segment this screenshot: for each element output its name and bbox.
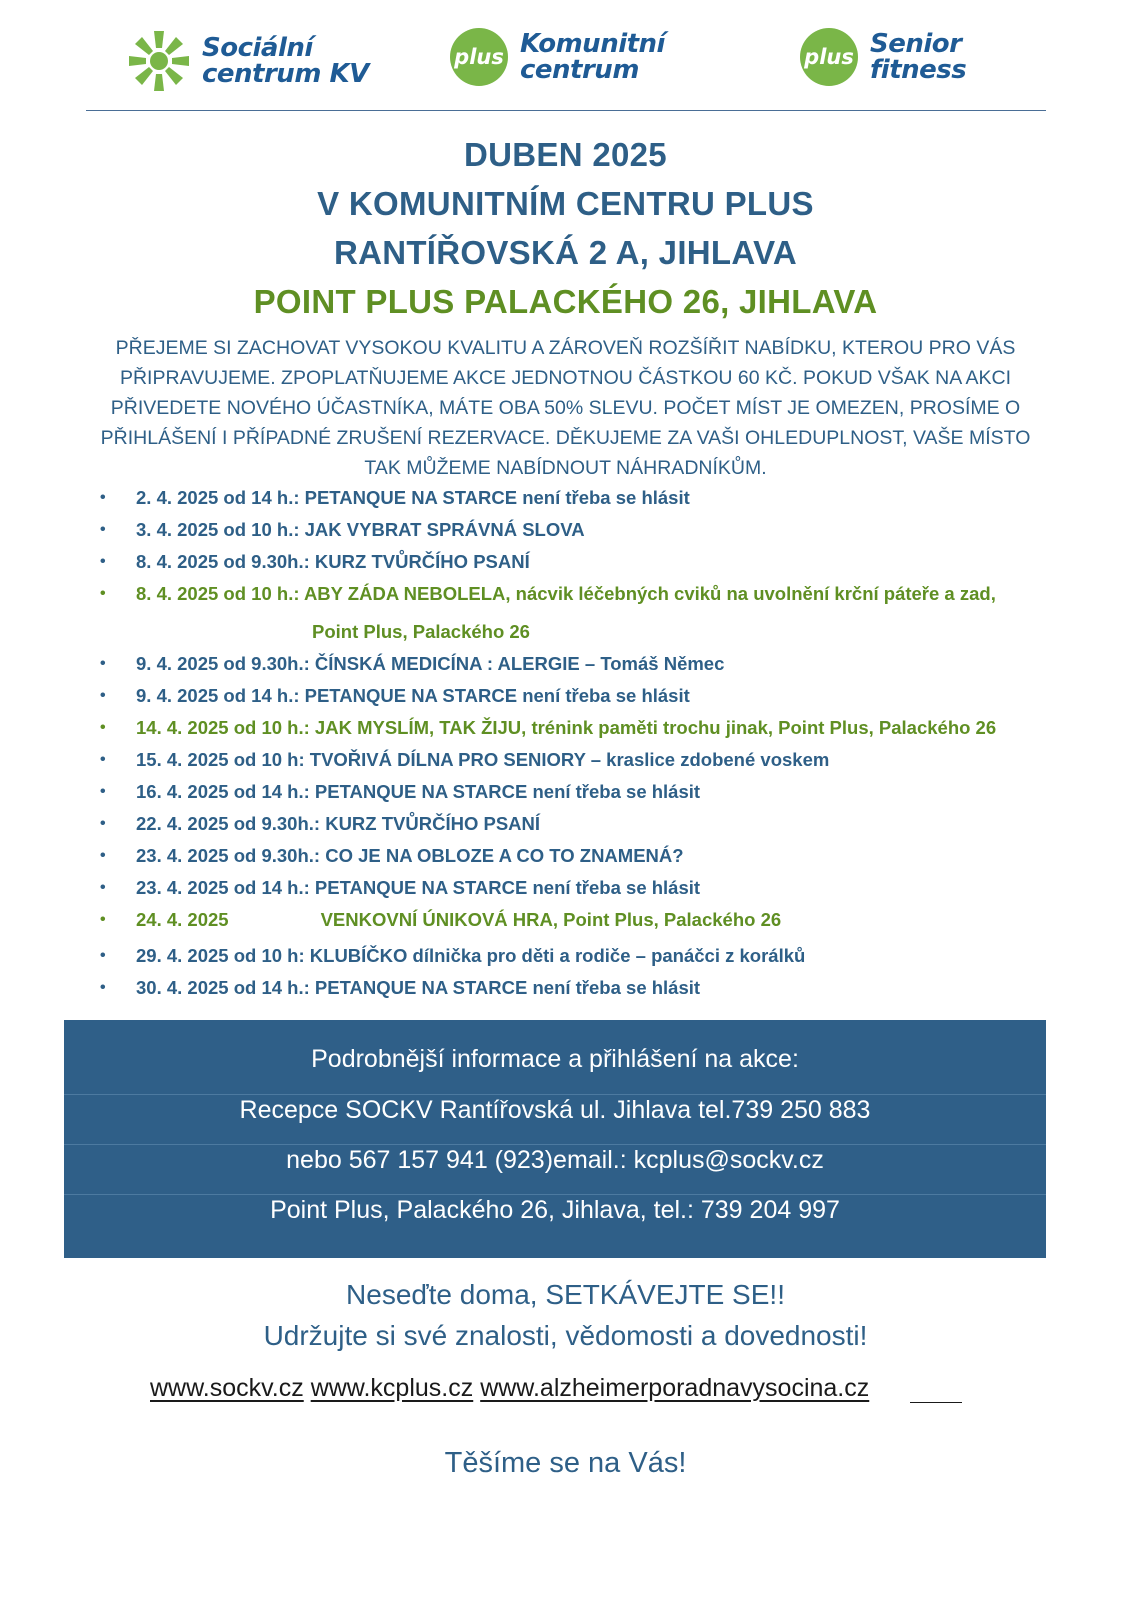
- event-item: [100, 974, 1100, 1006]
- event-text: 14. 4. 2025 od 10 h.: JAK MYSLÍM, TAK ŽIJU, trénink paměti trochu jinak, Point Plus, Palackého 26: [136, 717, 997, 738]
- logo-line: Komunitní: [520, 29, 665, 59]
- link-alzheimer[interactable]: www.alzheimerporadnavysocina.cz: [480, 1374, 870, 1402]
- bullet-icon: •: [100, 947, 106, 964]
- intro-line: TAK MŮŽEME NABÍDNOUT NÁHRADNÍKŮM.: [364, 457, 767, 479]
- event-text: 2. 4. 2025 od 14 h.: PETANQUE NA STARCE není třeba se hlásit: [136, 487, 690, 508]
- logo-line: centrum: [520, 55, 639, 85]
- closing-text: Těšíme se na Vás!: [444, 1447, 687, 1479]
- logo-line: Sociální: [202, 33, 313, 63]
- heading-venue: V KOMUNITNÍM CENTRU PLUS: [317, 185, 814, 222]
- link-underline-extension: [910, 1402, 962, 1403]
- intro-paragraph: [95, 333, 1036, 483]
- event-item: [100, 906, 1100, 942]
- event-text: 9. 4. 2025 od 14 h.: PETANQUE NA STARCE není třeba se hlásit: [136, 685, 690, 706]
- bullet-icon: •: [100, 911, 106, 928]
- bullet-icon: •: [100, 585, 106, 602]
- heading-address: RANTÍŘOVSKÁ 2 A, JIHLAVA: [333, 234, 798, 271]
- bullet-icon: •: [100, 521, 106, 538]
- intro-line: PŘIHLÁŠENÍ I PŘÍPADNÉ ZRUŠENÍ REZERVACE. DĚKUJEME ZA VAŠI OHLEDUPLNOST, VAŠE MÍSTO: [100, 427, 1031, 449]
- event-item: [100, 484, 1100, 516]
- plus-badge-icon: plus: [450, 28, 508, 86]
- bullet-icon: •: [100, 553, 106, 570]
- event-item: [100, 714, 1100, 746]
- logo-line: fitness: [870, 55, 967, 85]
- link-sockv[interactable]: www.sockv.cz: [150, 1374, 304, 1402]
- event-item: [100, 580, 1100, 650]
- intro-line: PŘEJEME SI ZACHOVAT VYSOKOU KVALITU A ZÁROVEŇ ROZŠÍŘIT NABÍDKU, KTEROU PRO VÁS: [115, 337, 1016, 359]
- social-center-logo-text: [202, 35, 369, 87]
- contact-info-box: [64, 1020, 1046, 1258]
- bullet-icon: •: [100, 979, 106, 996]
- info-email: nebo 567 157 941 (923)email.: kcplus@sockv.cz: [286, 1146, 824, 1174]
- event-item: [100, 842, 1100, 874]
- social-center-logo: [126, 28, 369, 94]
- community-center-logo-text: [520, 31, 665, 83]
- event-text: 22. 4. 2025 od 9.30h.: KURZ TVŮRČÍHO PSANÍ: [136, 813, 541, 834]
- bullet-icon: •: [100, 687, 106, 704]
- event-item: [100, 874, 1100, 906]
- link-kcplus[interactable]: www.kcplus.cz: [310, 1374, 474, 1402]
- senior-fitness-logo-text: [870, 31, 966, 83]
- bullet-icon: •: [100, 751, 106, 768]
- bullet-icon: •: [100, 783, 106, 800]
- event-text: 30. 4. 2025 od 14 h.: PETANQUE NA STARCE není třeba se hlásit: [136, 977, 701, 998]
- info-divider: [64, 1094, 1046, 1095]
- senior-fitness-logo: [800, 28, 966, 86]
- event-item: [100, 548, 1100, 580]
- logo-line: Senior: [870, 29, 962, 59]
- event-date: 24. 4. 2025: [136, 909, 229, 930]
- event-item: [100, 778, 1100, 810]
- event-text: 8. 4. 2025 od 9.30h.: KURZ TVŮRČÍHO PSANÍ: [136, 551, 530, 572]
- intro-line: PŘIPRAVUJEME. ZPOPLATŇUJEME AKCE JEDNOTNOU ČÁSTKOU 60 KČ. POKUD VŠAK NA AKCI: [119, 367, 1012, 389]
- intro-line: PŘIVEDETE NOVÉHO ÚČASTNÍKA, MÁTE OBA 50% SLEVU. POČET MÍST JE OMEZEN, PROSÍME O: [110, 397, 1021, 419]
- sun-icon: [126, 28, 192, 94]
- info-reception: Recepce SOCKV Rantířovská ul. Jihlava tel.739 250 883: [239, 1096, 871, 1124]
- event-title: VENKOVNÍ ÚNIKOVÁ HRA, Point Plus, Palackého 26: [320, 909, 782, 930]
- info-point-plus: Point Plus, Palackého 26, Jihlava, tel.: 739 204 997: [270, 1196, 840, 1224]
- plus-badge-icon: plus: [800, 28, 858, 86]
- bullet-icon: •: [100, 815, 106, 832]
- info-heading: Podrobnější informace a přihlášení na akce:: [311, 1045, 799, 1073]
- bullet-icon: •: [100, 655, 106, 672]
- community-center-logo: [450, 28, 665, 86]
- event-text: 3. 4. 2025 od 10 h.: JAK VYBRAT SPRÁVNÁ SLOVA: [136, 519, 585, 540]
- event-item: [100, 746, 1100, 778]
- heading-month: DUBEN 2025: [464, 136, 667, 173]
- event-text: [136, 906, 781, 934]
- website-links: [150, 1374, 869, 1403]
- event-text: 16. 4. 2025 od 14 h.: PETANQUE NA STARCE není třeba se hlásit: [136, 781, 701, 802]
- bullet-icon: •: [100, 489, 106, 506]
- event-item: [100, 516, 1100, 548]
- logo-line: centrum KV: [202, 59, 369, 89]
- event-text: 23. 4. 2025 od 14 h.: PETANQUE NA STARCE není třeba se hlásit: [136, 877, 701, 898]
- bullet-icon: •: [100, 719, 106, 736]
- event-text: 29. 4. 2025 od 10 h: KLUBÍČKO dílnička pro děti a rodiče – panáčci z korálků: [136, 945, 806, 966]
- event-text: 9. 4. 2025 od 9.30h.: ČÍNSKÁ MEDICÍNA : ALERGIE – Tomáš Němec: [136, 653, 725, 674]
- slogan-meet: Neseďte doma, SETKÁVEJTE SE!!: [346, 1279, 785, 1310]
- bullet-icon: •: [100, 879, 106, 896]
- event-text: 15. 4. 2025 od 10 h: TVOŘIVÁ DÍLNA PRO SENIORY – kraslice zdobené voskem: [136, 749, 830, 770]
- slogan-knowledge: Udržujte si své znalosti, vědomosti a dovednosti!: [263, 1320, 868, 1351]
- event-list: [100, 484, 1100, 1006]
- event-item: [100, 942, 1100, 974]
- event-item: [100, 810, 1100, 842]
- info-divider: [64, 1144, 1046, 1145]
- event-text: 8. 4. 2025 od 10 h.: ABY ZÁDA NEBOLELA, nácvik léčebných cviků na uvolnění krční páteře a zad,: [136, 583, 996, 604]
- event-item: [100, 682, 1100, 714]
- event-location: Point Plus, Palackého 26: [312, 621, 530, 642]
- info-divider: [64, 1194, 1046, 1195]
- header-divider: [86, 110, 1046, 111]
- bullet-icon: •: [100, 847, 106, 864]
- heading-point-plus: POINT PLUS PALACKÉHO 26, JIHLAVA: [253, 283, 878, 320]
- event-text: 23. 4. 2025 od 9.30h.: CO JE NA OBLOZE A CO TO ZNAMENÁ?: [136, 845, 684, 866]
- event-item: [100, 650, 1100, 682]
